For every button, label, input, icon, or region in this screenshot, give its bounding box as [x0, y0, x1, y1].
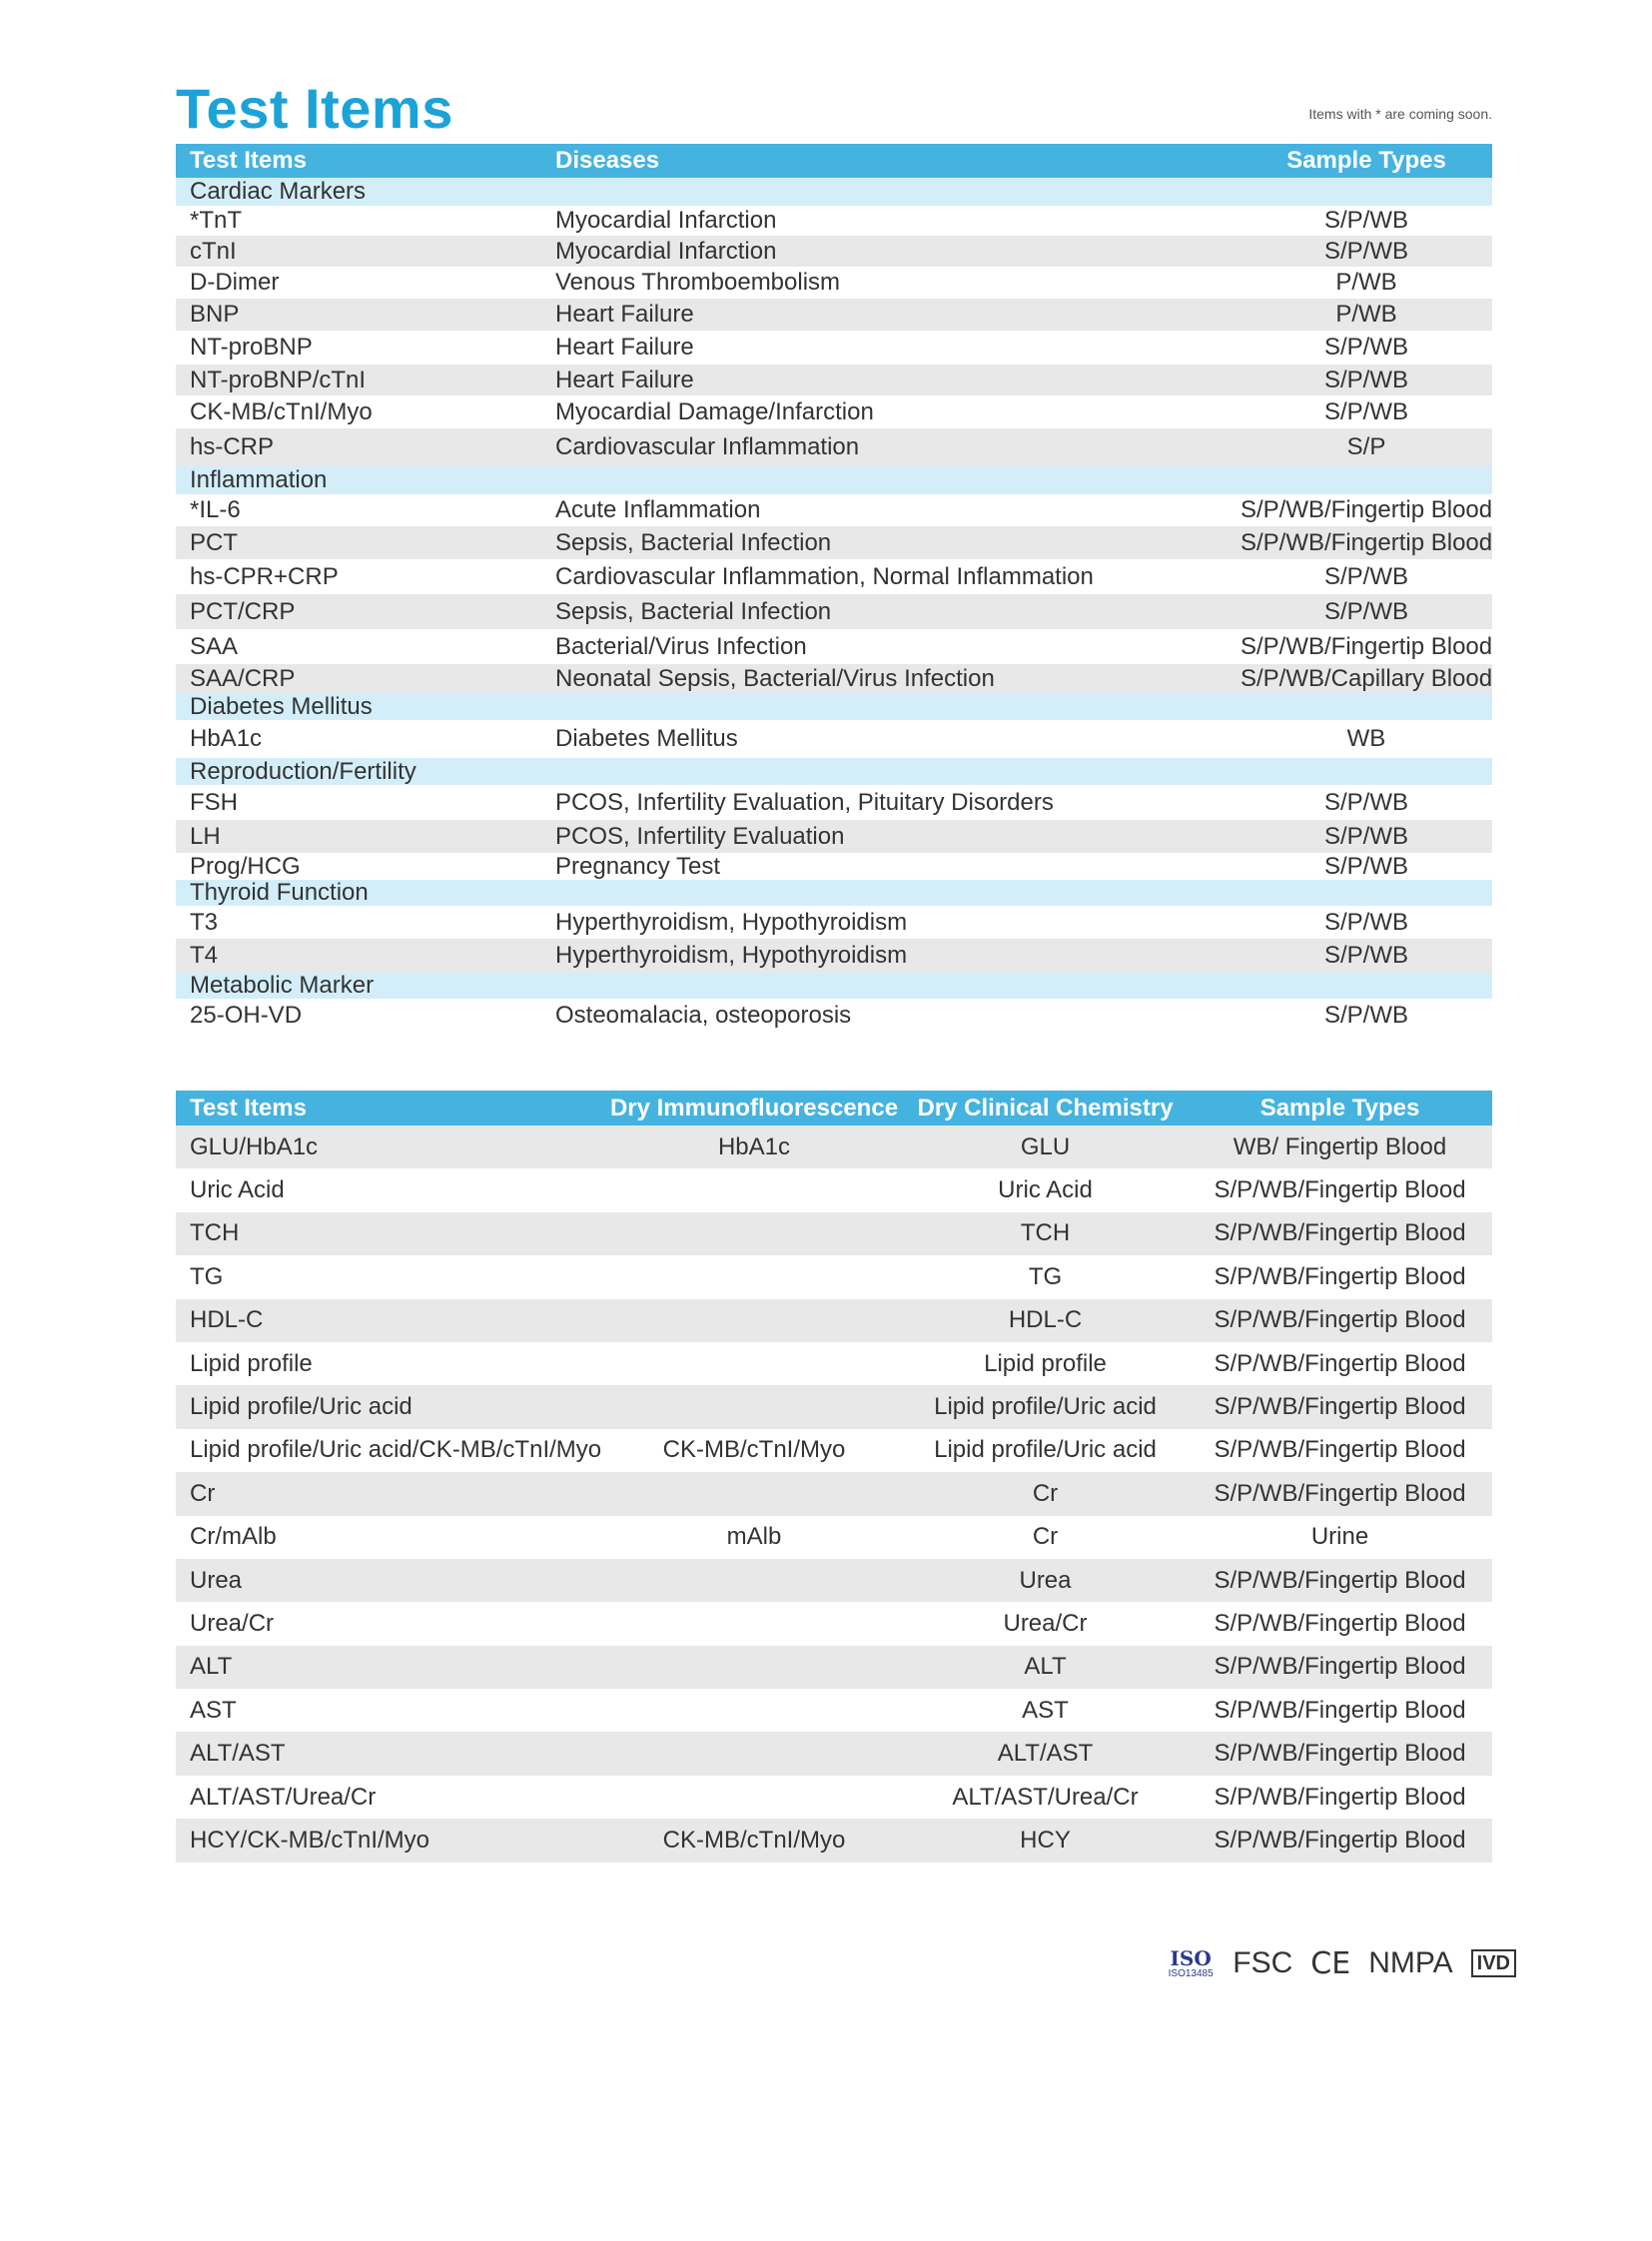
table-row — [176, 906, 1492, 939]
table-row — [176, 1646, 1492, 1689]
table-header — [176, 144, 1492, 178]
table-row — [176, 1472, 1492, 1515]
header-diseases: Diseases — [555, 147, 660, 174]
sample-type-cell: S/P/WB/Fingertip Blood — [1214, 1219, 1466, 1247]
sample-type-cell: S/P/WB/Fingertip Blood — [1214, 1262, 1466, 1290]
sample-type-cell: S/P/WB — [1323, 366, 1408, 393]
test-item-cell: Lipid profile — [190, 1349, 313, 1377]
dry-clinical-chemistry-cell: HDL-C — [1008, 1306, 1083, 1334]
test-item-cell: ALT/AST/Urea/Cr — [190, 1783, 377, 1811]
table-row — [176, 939, 1492, 973]
fsc-logo: FSC — [1233, 1946, 1293, 1979]
test-item-cell: NT-proBNP/cTnI — [190, 366, 367, 393]
table-row — [176, 559, 1492, 594]
dry-clinical-chemistry-cell: Uric Acid — [998, 1176, 1093, 1204]
table-row — [176, 365, 1492, 395]
disease-cell: PCOS, Infertility Evaluation, Pituitary Disorders — [555, 788, 1054, 816]
table-row — [176, 1212, 1492, 1255]
sample-type-cell: S/P/WB/Fingertip Blood — [1214, 1740, 1466, 1768]
sample-type-cell: S/P/WB/Fingertip Blood — [1240, 528, 1493, 556]
test-item-cell: FSH — [190, 788, 238, 816]
diseases-table — [176, 144, 1492, 1033]
table-row — [176, 1385, 1492, 1428]
test-item-cell: hs-CRP — [190, 433, 275, 460]
dry-clinical-chemistry-cell: Urea/Cr — [1003, 1609, 1088, 1637]
disease-cell: Pregnancy Test — [555, 852, 720, 880]
table-row — [176, 853, 1492, 880]
header-dry-immunofluorescence: Dry Immunofluorescence — [609, 1094, 899, 1121]
test-item-cell: PCT/CRP — [190, 597, 296, 625]
test-item-cell: Prog/HCG — [190, 852, 301, 880]
header-test-items: Test Items — [190, 147, 307, 174]
sample-type-cell: S/P/WB — [1323, 237, 1408, 265]
sample-type-cell: S/P/WB — [1323, 207, 1408, 234]
header-dry-clinical-chemistry: Dry Clinical Chemistry — [917, 1094, 1174, 1121]
test-item-cell: LH — [190, 822, 221, 850]
dry-clinical-chemistry-cell: TCH — [1020, 1219, 1071, 1247]
table-row — [176, 664, 1492, 693]
table-row — [176, 1342, 1492, 1385]
dry-clinical-chemistry-cell: HCY — [1020, 1826, 1071, 1854]
ivd-mark: IVD — [1471, 1949, 1516, 1977]
table-row — [176, 720, 1492, 758]
sample-type-cell: S/P/WB — [1323, 788, 1408, 816]
dry-clinical-chemistry-cell: Cr — [1032, 1479, 1059, 1507]
sample-type-cell: Urine — [1310, 1523, 1369, 1551]
table-row — [176, 1732, 1492, 1775]
test-item-cell: ALT — [190, 1653, 233, 1681]
table-row — [176, 1776, 1492, 1819]
test-item-cell: hs-CPR+CRP — [190, 562, 339, 590]
dry-clinical-chemistry-cell: AST — [1022, 1696, 1069, 1724]
disease-cell: Venous Thromboembolism — [555, 269, 841, 296]
sample-type-cell: S/P/WB — [1323, 397, 1408, 425]
disease-cell: Myocardial Infarction — [555, 207, 777, 234]
category-row — [176, 466, 1492, 494]
test-item-cell: Urea/Cr — [190, 1609, 275, 1637]
sample-type-cell: S/P/WB/Fingertip Blood — [1214, 1479, 1466, 1507]
sample-type-cell: S/P/WB — [1323, 597, 1408, 625]
test-item-cell: 25-OH-VD — [190, 1002, 303, 1029]
table-row — [176, 999, 1492, 1033]
dry-clinical-chemistry-cell: TG — [1028, 1262, 1063, 1290]
dry-clinical-chemistry-cell: Urea — [1019, 1566, 1072, 1594]
dry-immunofluorescence-cell: CK-MB/cTnI/Myo — [662, 1436, 846, 1464]
category-row — [176, 973, 1492, 999]
sample-type-cell: S/P/WB — [1323, 562, 1408, 590]
category-label: Thyroid Function — [190, 879, 369, 906]
dry-clinical-chemistry-cell: Lipid profile/Uric acid — [934, 1436, 1157, 1464]
disease-cell: Bacterial/Virus Infection — [555, 632, 807, 660]
table-row — [176, 1125, 1492, 1168]
sample-type-cell: WB/ Fingertip Blood — [1233, 1132, 1447, 1160]
sample-type-cell: WB — [1346, 725, 1386, 752]
test-item-cell: HbA1c — [190, 725, 263, 752]
sample-type-cell: S/P/WB/Fingertip Blood — [1214, 1393, 1466, 1421]
sample-type-cell: S/P/WB — [1323, 1002, 1408, 1029]
test-item-cell: TCH — [190, 1219, 240, 1247]
iso-number: ISO13485 — [1168, 1967, 1214, 1979]
sample-type-cell: S/P/WB/Fingertip Blood — [1214, 1783, 1466, 1811]
header-sample-types: Sample Types — [1286, 147, 1446, 174]
test-item-cell: PCT — [190, 528, 238, 556]
test-item-cell: Cr — [190, 1479, 216, 1507]
table-row — [176, 820, 1492, 853]
sample-type-cell: S/P/WB — [1323, 908, 1408, 936]
test-item-cell: cTnI — [190, 237, 237, 265]
disease-cell: Hyperthyroidism, Hypothyroidism — [555, 908, 908, 936]
sample-type-cell: S/P/WB/Fingertip Blood — [1240, 632, 1493, 660]
table-row — [176, 1168, 1492, 1211]
category-row — [176, 178, 1492, 206]
dry-clinical-chemistry-cell: Cr — [1032, 1523, 1059, 1551]
sample-type-cell: S/P/WB — [1323, 334, 1408, 361]
disease-cell: Cardiovascular Inflammation, Normal Inflammation — [555, 562, 1094, 590]
category-label: Diabetes Mellitus — [190, 692, 373, 720]
dry-clinical-chemistry-cell: ALT/AST — [997, 1740, 1094, 1768]
test-item-cell: T4 — [190, 942, 219, 969]
table-row — [176, 395, 1492, 428]
table-row — [176, 206, 1492, 236]
table-row — [176, 1602, 1492, 1645]
test-item-cell: Uric Acid — [190, 1176, 285, 1204]
table-row — [176, 1819, 1492, 1862]
disease-cell: Heart Failure — [555, 366, 694, 393]
header-sample-types: Sample Types — [1259, 1094, 1420, 1121]
sample-type-cell: S/P/WB/Fingertip Blood — [1214, 1609, 1466, 1637]
nmpa-logo: NMPA — [1368, 1946, 1453, 1979]
disease-cell: Myocardial Damage/Infarction — [555, 397, 874, 425]
disease-cell: Diabetes Mellitus — [555, 725, 738, 752]
table-row — [176, 629, 1492, 664]
dry-immunofluorescence-cell: HbA1c — [717, 1132, 791, 1160]
dry-clinical-chemistry-cell: GLU — [1020, 1132, 1071, 1160]
table-row — [176, 526, 1492, 559]
iso-logo — [1167, 1945, 1215, 1979]
table-row — [176, 236, 1492, 267]
test-item-cell: Urea — [190, 1566, 243, 1594]
ce-mark: CE — [1310, 1945, 1351, 1981]
test-item-cell: HDL-C — [190, 1306, 264, 1334]
disease-cell: Heart Failure — [555, 334, 694, 361]
disease-cell: PCOS, Infertility Evaluation — [555, 822, 845, 850]
sample-type-cell: S/P/WB — [1323, 942, 1408, 969]
table-row — [176, 1689, 1492, 1732]
table-row — [176, 267, 1492, 299]
category-row — [176, 693, 1492, 720]
category-label: Inflammation — [190, 466, 328, 493]
dry-immunofluorescence-cell: CK-MB/cTnI/Myo — [662, 1826, 846, 1854]
disease-cell: Heart Failure — [555, 301, 694, 328]
sample-type-cell: P/WB — [1335, 301, 1397, 328]
test-item-cell: SAA/CRP — [190, 664, 296, 692]
disease-cell: Hyperthyroidism, Hypothyroidism — [555, 942, 908, 969]
sample-type-cell: S/P/WB/Fingertip Blood — [1240, 496, 1493, 523]
test-item-cell: AST — [190, 1696, 237, 1724]
category-label: Cardiac Markers — [190, 178, 367, 205]
sample-type-cell: P/WB — [1335, 269, 1397, 296]
disease-cell: Sepsis, Bacterial Infection — [555, 597, 832, 625]
category-row — [176, 758, 1492, 785]
test-item-cell: D-Dimer — [190, 269, 280, 296]
disease-cell: Cardiovascular Inflammation — [555, 433, 860, 460]
dry-clinical-chemistry-cell: Lipid profile — [984, 1349, 1107, 1377]
test-item-cell: HCY/CK-MB/cTnI/Myo — [190, 1826, 430, 1854]
disease-cell: Neonatal Sepsis, Bacterial/Virus Infection — [555, 664, 995, 692]
sample-type-cell: S/P — [1346, 433, 1386, 460]
table-row — [176, 785, 1492, 820]
table-row — [176, 299, 1492, 331]
test-item-cell: GLU/HbA1c — [190, 1132, 319, 1160]
test-item-cell: SAA — [190, 632, 239, 660]
iso-mark: ISO — [1170, 1945, 1212, 1970]
table-row — [176, 428, 1492, 466]
table-row — [176, 494, 1492, 526]
test-item-cell: T3 — [190, 908, 219, 936]
header-test-items: Test Items — [190, 1094, 307, 1121]
table-row — [176, 1255, 1492, 1298]
chemistry-table — [176, 1091, 1492, 1863]
table-row — [176, 1516, 1492, 1559]
sample-type-cell: S/P/WB/Fingertip Blood — [1214, 1306, 1466, 1334]
sample-type-cell: S/P/WB/Fingertip Blood — [1214, 1696, 1466, 1724]
sample-type-cell: S/P/WB — [1323, 822, 1408, 850]
table-header — [176, 1091, 1492, 1125]
test-item-cell: Lipid profile/Uric acid/CK-MB/cTnI/Myo — [190, 1436, 602, 1464]
sample-type-cell: S/P/WB/Fingertip Blood — [1214, 1653, 1466, 1681]
test-item-cell: NT-proBNP — [190, 334, 313, 361]
table-row — [176, 594, 1492, 629]
sample-type-cell: S/P/WB/Fingertip Blood — [1214, 1436, 1466, 1464]
category-label: Reproduction/Fertility — [190, 757, 416, 785]
disease-cell: Sepsis, Bacterial Infection — [555, 528, 832, 556]
test-item-cell: BNP — [190, 301, 240, 328]
disease-cell: Acute Inflammation — [555, 496, 761, 523]
test-item-cell: Lipid profile/Uric acid — [190, 1393, 413, 1421]
test-item-cell: ALT/AST — [190, 1740, 286, 1768]
category-label: Metabolic Marker — [190, 972, 375, 999]
coming-soon-note: Items with * are coming soon. — [1308, 106, 1492, 122]
disease-cell: Osteomalacia, osteoporosis — [555, 1002, 852, 1029]
page-title: Test Items — [176, 77, 453, 140]
dry-clinical-chemistry-cell: ALT/AST/Urea/Cr — [952, 1783, 1139, 1811]
test-item-cell: *TnT — [190, 207, 243, 234]
test-item-cell: CK-MB/cTnI/Myo — [190, 397, 373, 425]
sample-type-cell: S/P/WB/Fingertip Blood — [1214, 1826, 1466, 1854]
sample-type-cell: S/P/WB/Fingertip Blood — [1214, 1349, 1466, 1377]
sample-type-cell: S/P/WB/Fingertip Blood — [1214, 1566, 1466, 1594]
test-item-cell: Cr/mAlb — [190, 1523, 277, 1551]
disease-cell: Myocardial Infarction — [555, 237, 777, 265]
dry-immunofluorescence-cell: mAlb — [726, 1523, 782, 1551]
test-item-cell: *IL-6 — [190, 496, 241, 523]
sample-type-cell: S/P/WB — [1323, 852, 1408, 880]
table-row — [176, 1559, 1492, 1602]
certification-logos — [1167, 1935, 1516, 1991]
test-item-cell: TG — [190, 1262, 224, 1290]
table-row — [176, 331, 1492, 365]
sample-type-cell: S/P/WB/Capillary Blood — [1240, 664, 1493, 692]
table-row — [176, 1299, 1492, 1342]
sample-type-cell: S/P/WB/Fingertip Blood — [1214, 1176, 1466, 1204]
dry-clinical-chemistry-cell: ALT — [1024, 1653, 1067, 1681]
table-row — [176, 1429, 1492, 1472]
dry-clinical-chemistry-cell: Lipid profile/Uric acid — [934, 1393, 1157, 1421]
category-row — [176, 880, 1492, 906]
